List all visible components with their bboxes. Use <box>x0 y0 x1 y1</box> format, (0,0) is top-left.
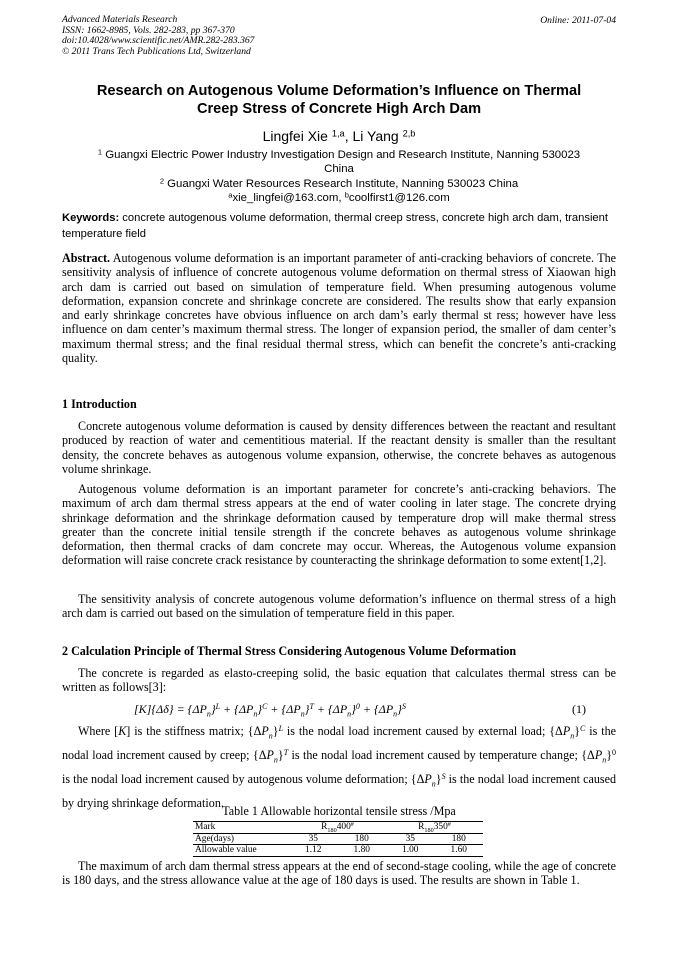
author-1: Lingfei Xie <box>262 128 328 144</box>
table-cell: 35 <box>386 833 435 845</box>
table-cell: 1.00 <box>386 845 435 857</box>
table-cell: 1.12 <box>289 845 338 857</box>
abstract-label: Abstract. <box>62 251 111 265</box>
where-text-4: is the nodal load increment caused by creep; <box>62 724 617 762</box>
table-1 <box>193 821 483 857</box>
title-line-1: Research on Autogenous Volume Deformation’s Influence on Thermal <box>96 83 582 99</box>
section-1-heading: 1 Introduction <box>62 397 137 411</box>
equation-1-formula: $[K]\{\Delta\delta\} = \{\Delta P_n\}^L + \{\Delta P_n\}^C + \{\Delta P_n\}^T + \{\Delta P_n\}^0 + \{\Delta P_n\}^S$ <box>134 702 406 719</box>
abstract <box>62 251 616 365</box>
section-2-paragraph-2: The maximum of arch dam thermal stress appears at the end of second-stage cooling, while the age of concrete is 180 days, and the stress allowance value at the age of 180 days is used. The results are shown in Table 1. <box>62 859 616 888</box>
affiliation-2 <box>62 177 616 191</box>
table-cell-allowable-label: Allowable value <box>193 845 289 857</box>
author-emails <box>62 191 616 205</box>
affiliation-2-text: Guangxi Water Resources Research Institute, Nanning 530023 China <box>167 178 519 190</box>
affiliation-1-text: Guangxi Electric Power Industry Investigation Design and Research Institute, Nanning 530023 <box>105 149 581 161</box>
author-2: Li Yang <box>352 128 399 144</box>
where-text-2: is the stiffness matrix; <box>130 724 248 738</box>
table-row <box>193 822 483 834</box>
email-a: xie_lingfei@163.com, <box>232 192 345 204</box>
journal-name: Advanced Materials Research <box>62 14 178 25</box>
keywords-text: concrete autogenous volume deformation, thermal creep stress, concrete high arch dam, transient temperature field <box>62 212 608 240</box>
section-1-paragraph-2: Autogenous volume deformation is an important parameter for concrete’s anti-cracking behaviors. The maximum of arch dam thermal stress appears at the end of water cooling in later stage. The concrete drying shrinkage deformation and the shrinkage deformation caused by temperature drop will make thermal stress greater than the concrete initial tensile strength if the concrete behaves as autogenous volume shrinkage deformation, then thermal cracks of dam concrete may occur. Whereas, the Autogenous volume expansion deformation will raise concrete crack resistance by counteracting the shrinkage deformation to some extent[1,2]. <box>62 482 616 568</box>
table-cell: 180 <box>338 833 387 845</box>
where-text-5: is the nodal load increment caused by <box>288 748 476 762</box>
section-2-where-block: Where [K] is the stiffness matrix; $\{\Delta P_n\}^L$ is the nodal load increment caused by external load; $\{\Delta P_n\}^C$ is the nodal load increment caused by creep; $\{\Delta P_n\}^T$ is the nodal load increment caused by temperature change; $\{\Delta P_n\}^0$ is the nodal load increment caused by autogenous volume deformation; $\{\Delta P_n\}^S$ is the nodal load increment caused by drying shrinkage deformation. <box>62 724 617 810</box>
author-separator: , <box>344 128 353 144</box>
where-text-7: is the nodal load increment caused by autogenous volume deformation; <box>62 772 408 786</box>
where-text-6: temperature change; <box>479 748 582 762</box>
table-1-caption: Table 1 Allowable horizontal tensile stress /Mpa <box>222 804 456 818</box>
affiliation-2-number: 2 <box>159 176 164 186</box>
abstract-text: Autogenous volume deformation is an important parameter of anti-cracking behaviors of concrete. The sensitivity analysis of influence of concrete autogenous volume deformation on thermal stress of Xiaowan high arch dam is carried out based on simulation of temperature field. When presuming autogenous volume deformation, expansion concrete and shrinkage concrete are considered. The results show that early expansion and early shrinkage concretes have obvious influence on arch dam’s early thermal st ress; however have less influence on dam center’s maximum thermal stress. The longer of expansion period, the smaller of dam center’s maximum thermal stress; and the final residual thermal stress, which can benefit the concrete’s anti-cracking quality. <box>62 251 616 365</box>
affiliation-1-country: China <box>324 163 354 175</box>
title-line-2: Creep Stress of Concrete High Arch Dam <box>196 101 482 117</box>
author-2-affil: 2,b <box>402 128 416 139</box>
email-b-mark: b <box>344 190 349 200</box>
table-row <box>193 845 483 857</box>
where-text-8: is the nodal load increment caused by drying shrinkage deformation. <box>62 772 616 810</box>
table-cell: 180 <box>435 833 484 845</box>
author-list <box>62 128 616 144</box>
affiliation-1-number: 1 <box>97 147 103 157</box>
table-cell: 1.60 <box>435 845 484 857</box>
table-cell-mark-label: Mark <box>193 822 289 834</box>
author-1-affil: 1,a <box>331 128 345 139</box>
section-2-paragraph-1: The concrete is regarded as elasto-creeping solid, the basic equation that calculates thermal stress can be written as follows[3]: <box>62 666 616 695</box>
section-1-paragraph-3: The sensitivity analysis of concrete autogenous volume deformation’s influence on thermal stress of a high arch dam is carried out based on the simulation of temperature field in this paper. <box>62 592 616 621</box>
equation-1-number: (1) <box>572 702 586 716</box>
paper-title <box>62 82 616 118</box>
equation-1 <box>62 702 616 718</box>
email-a-mark: a <box>228 190 233 200</box>
copyright-line: © 2011 Trans Tech Publications Ltd, Switzerland <box>62 45 251 57</box>
table-cell-grade-2: $R_{180}350^{\#}$ <box>386 822 483 834</box>
email-b: coolfirst1@126.com <box>348 192 450 204</box>
table-cell-age-label: Age(days) <box>193 833 289 845</box>
section-1-paragraph-1: Concrete autogenous volume deformation is caused by density differences between the reactant and resultant produced by reaction of water and cementitious material. If the reactant density is smaller than the resultant density, the concrete behaves as autogenous volume expansion, otherwise, the concrete behaves as autogenous volume shrinkage. <box>62 419 616 476</box>
issn-line: ISSN: 1662-8985, Vols. 282-283, pp 367-370 <box>62 24 235 36</box>
affiliation-1 <box>62 148 616 162</box>
where-text-1: Where <box>78 724 115 738</box>
keywords-label: Keywords: <box>62 212 120 224</box>
where-text-3: is the nodal load increment caused by external load; <box>283 724 546 738</box>
doi-line: doi:10.4028/www.scientific.net/AMR.282-283.367 <box>62 35 255 47</box>
table-cell: 1.80 <box>338 845 387 857</box>
table-cell-grade-1: $R_{180}400^{\#}$ <box>289 822 386 834</box>
section-2-heading: 2 Calculation Principle of Thermal Stress Considering Autogenous Volume Deformation <box>62 644 517 658</box>
table-cell: 35 <box>289 833 338 845</box>
online-date: Online: 2011-07-04 <box>540 15 616 26</box>
table-row <box>193 833 483 845</box>
keywords <box>62 211 616 242</box>
